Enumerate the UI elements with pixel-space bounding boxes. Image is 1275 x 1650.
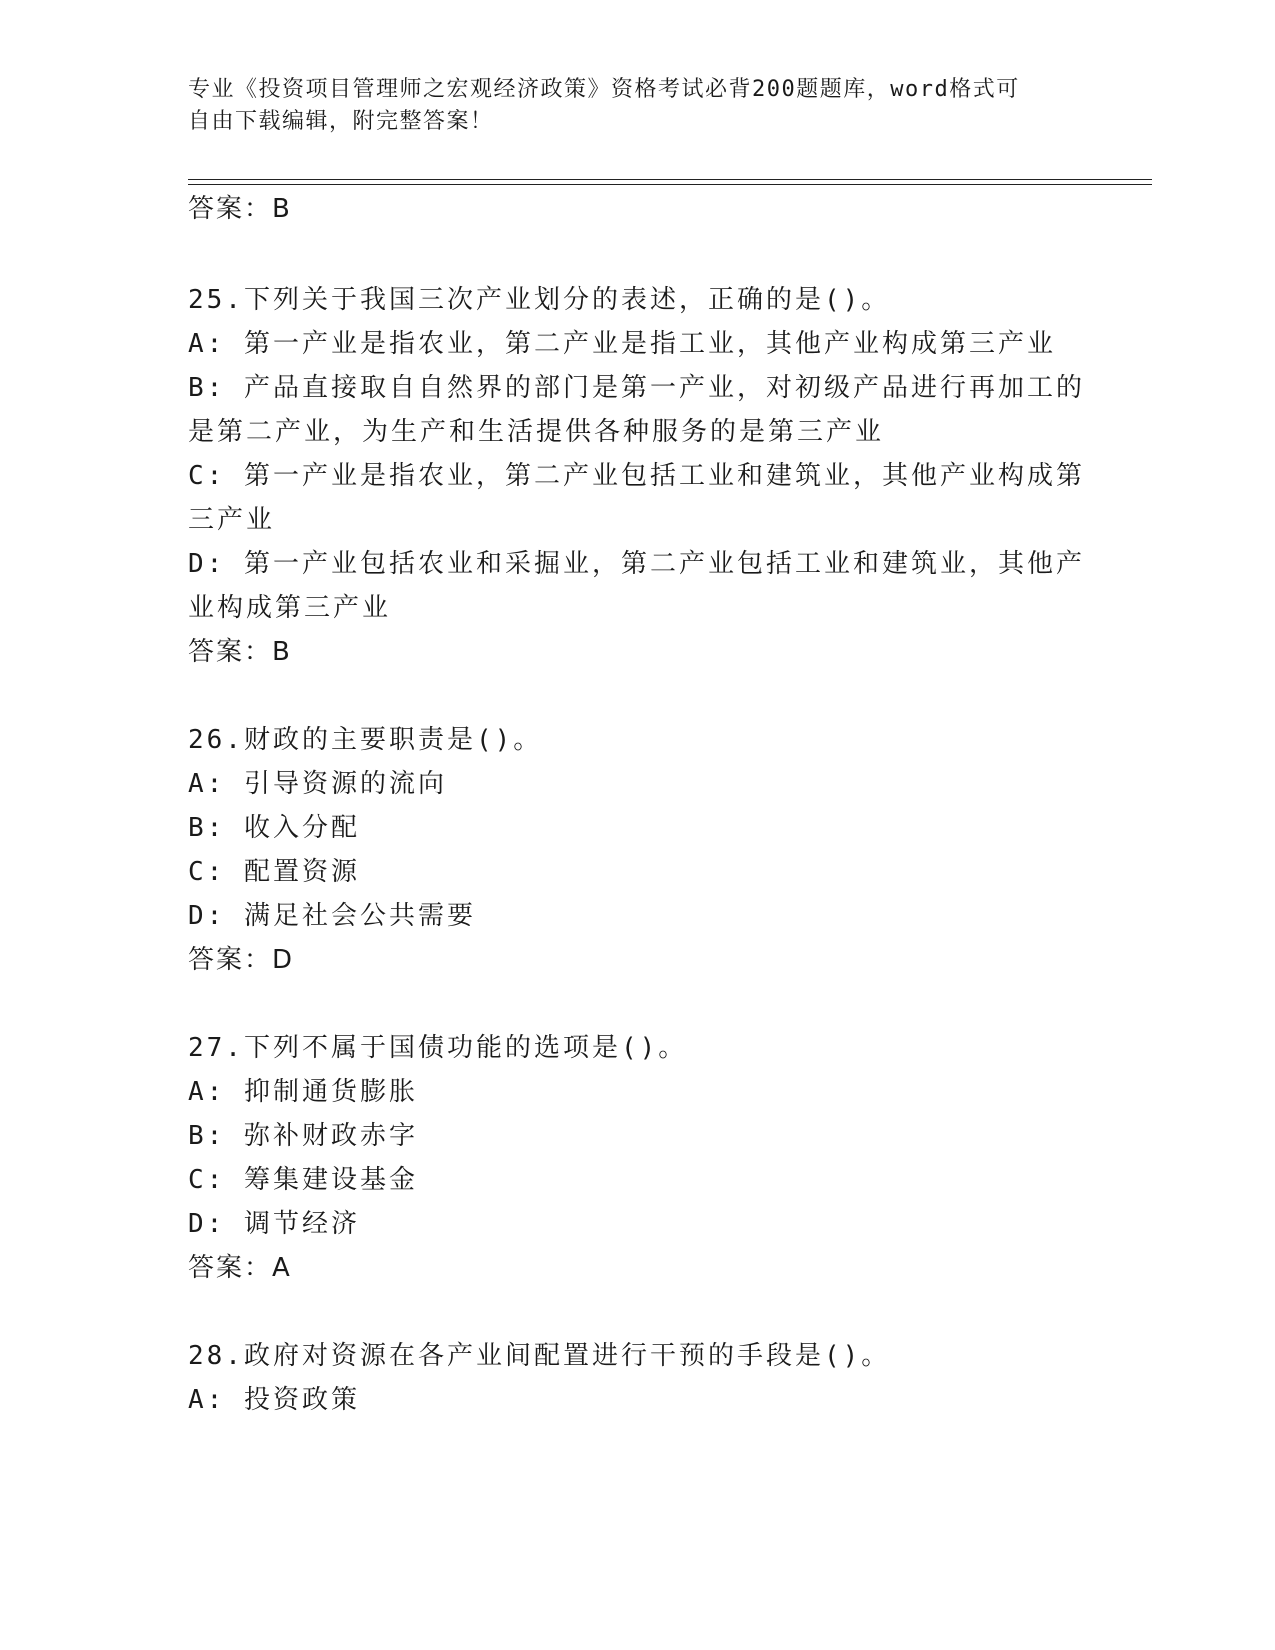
document-header — [188, 74, 1088, 138]
question-25-option-c-cont: 三产业 — [188, 505, 276, 535]
question-25-option-b-cont: 是第二产业，为生产和生活提供各种服务的是第三产业 — [188, 417, 885, 447]
question-25-option-c: C: 第一产业是指农业，第二产业包括工业和建筑业，其他产业构成第 — [188, 461, 1085, 491]
question-26-option-d: D: 满足社会公共需要 — [188, 901, 476, 931]
question-25-option-a: A: 第一产业是指农业，第二产业是指工业，其他产业构成第三产业 — [188, 329, 1056, 359]
question-26-option-a: A: 引导资源的流向 — [188, 769, 447, 799]
header-divider-bottom — [188, 184, 1152, 185]
header-line-2: 自由下载编辑，附完整答案！ — [188, 109, 494, 134]
question-27-option-d: D: 调节经济 — [188, 1209, 360, 1239]
previous-answer: 答案：B — [188, 194, 292, 224]
question-26-option-c: C: 配置资源 — [188, 857, 360, 887]
question-27-option-a: A: 抑制通货膨胀 — [188, 1077, 418, 1107]
question-27-option-b: B: 弥补财政赤字 — [188, 1121, 418, 1151]
question-25-answer: 答案：B — [188, 637, 292, 667]
question-25-stem: 25.下列关于我国三次产业划分的表述，正确的是()。 — [188, 285, 891, 315]
question-26-stem: 26.财政的主要职责是()。 — [188, 725, 543, 755]
question-26-answer: 答案：D — [188, 945, 295, 975]
question-27-stem: 27.下列不属于国债功能的选项是()。 — [188, 1033, 688, 1063]
question-27-option-c: C: 筹集建设基金 — [188, 1165, 418, 1195]
question-26-option-b: B: 收入分配 — [188, 813, 360, 843]
question-25-option-b: B: 产品直接取自自然界的部门是第一产业，对初级产品进行再加工的 — [188, 373, 1085, 403]
question-27-answer: 答案：A — [188, 1253, 292, 1283]
header-line-1: 专业《投资项目管理师之宏观经济政策》资格考试必背200题题库，word格式可 — [188, 77, 1020, 102]
question-25-option-d: D: 第一产业包括农业和采掘业，第二产业包括工业和建筑业，其他产 — [188, 549, 1085, 579]
question-25-option-d-cont: 业构成第三产业 — [188, 593, 392, 623]
header-divider-top — [188, 179, 1152, 180]
question-28-stem: 28.政府对资源在各产业间配置进行干预的手段是()。 — [188, 1341, 891, 1371]
question-28-option-a: A: 投资政策 — [188, 1385, 360, 1415]
